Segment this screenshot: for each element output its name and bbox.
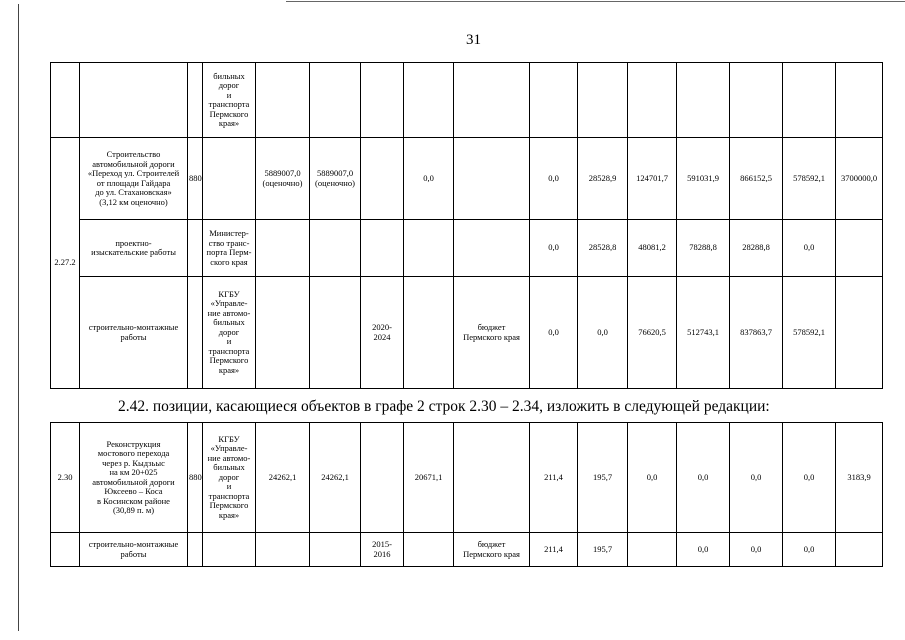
cell-period xyxy=(361,220,404,277)
cell-org xyxy=(203,533,256,567)
cell-y7 xyxy=(836,533,883,567)
cell-y7 xyxy=(836,63,883,138)
cell-code: 2.30 xyxy=(51,423,80,533)
cell-cost2: 24262,1 xyxy=(310,423,361,533)
cell-y5: 0,0 xyxy=(730,423,783,533)
cell-y1: 211,4 xyxy=(530,533,578,567)
cell-y2: 28528,9 xyxy=(578,138,628,220)
table-row xyxy=(51,423,883,533)
cell-org: КГБУ «Управле- ние автомо- бильных дорог и транспорта Пермского края» xyxy=(203,277,256,389)
cell-period xyxy=(361,63,404,138)
cell-y4: 0,0 xyxy=(677,423,730,533)
cell-y1: 0,0 xyxy=(530,220,578,277)
cell-prev xyxy=(404,533,454,567)
cell-y5: 866152,5 xyxy=(730,138,783,220)
cell-y4: 0,0 xyxy=(677,533,730,567)
cell-y7: 3183,9 xyxy=(836,423,883,533)
cell-code: 2.27.2 xyxy=(51,138,80,389)
cell-y3: 76620,5 xyxy=(628,277,677,389)
cell-y7 xyxy=(836,277,883,389)
cell-cost2 xyxy=(310,533,361,567)
table-row xyxy=(51,220,883,277)
cell-name: строительно-монтажные работы xyxy=(80,277,188,389)
cell-y4: 591031,9 xyxy=(677,138,730,220)
cell-prev xyxy=(404,63,454,138)
cell-prev: 20671,1 xyxy=(404,423,454,533)
cell-prev xyxy=(404,220,454,277)
cell-cost1 xyxy=(256,220,310,277)
cell-y3 xyxy=(628,63,677,138)
cell-y6 xyxy=(783,63,836,138)
cell-unit xyxy=(188,63,203,138)
page-number: 31 xyxy=(466,32,481,48)
cell-y1: 211,4 xyxy=(530,423,578,533)
cell-unit xyxy=(188,277,203,389)
cell-prev xyxy=(404,277,454,389)
cell-org: бильных дорог и транспорта Пермского края» xyxy=(203,63,256,138)
cell-cost2 xyxy=(310,220,361,277)
cell-cost1 xyxy=(256,277,310,389)
cell-y2 xyxy=(578,63,628,138)
cell-y3: 0,0 xyxy=(628,423,677,533)
cell-cost1 xyxy=(256,63,310,138)
cell-source: бюджет Пермского края xyxy=(454,533,530,567)
cell-source xyxy=(454,423,530,533)
cell-y2: 28528,8 xyxy=(578,220,628,277)
cell-y7 xyxy=(836,220,883,277)
cell-period: 2015- 2016 xyxy=(361,533,404,567)
table-row xyxy=(51,138,883,220)
cell-cost1 xyxy=(256,533,310,567)
cell-org: КГБУ «Управле- ние автомо- бильных дорог и транспорта Пермского края» xyxy=(203,423,256,533)
cell-y4: 512743,1 xyxy=(677,277,730,389)
cell-code xyxy=(51,63,80,138)
cell-period: 2020- 2024 xyxy=(361,277,404,389)
cell-name: проектно- изыскательские работы xyxy=(80,220,188,277)
table-row xyxy=(51,63,883,138)
cell-org: Министер- ство транс- порта Перм- ского края xyxy=(203,220,256,277)
cell-y5: 0,0 xyxy=(730,533,783,567)
program-table-upper xyxy=(50,62,883,389)
cell-source xyxy=(454,220,530,277)
cell-y6: 578592,1 xyxy=(783,277,836,389)
cell-y6: 0,0 xyxy=(783,220,836,277)
cell-name: строительно-монтажные работы xyxy=(80,533,188,567)
cell-prev: 0,0 xyxy=(404,138,454,220)
cell-y1: 0,0 xyxy=(530,138,578,220)
cell-source xyxy=(454,63,530,138)
cell-org xyxy=(203,138,256,220)
cell-y2: 195,7 xyxy=(578,423,628,533)
cell-y7: 3700000,0 xyxy=(836,138,883,220)
cell-cost2 xyxy=(310,277,361,389)
program-table-lower xyxy=(50,422,883,567)
cell-y3: 48081,2 xyxy=(628,220,677,277)
cell-name xyxy=(80,63,188,138)
cell-cost1: 24262,1 xyxy=(256,423,310,533)
cell-source: бюджет Пермского края xyxy=(454,277,530,389)
cell-y4: 78288,8 xyxy=(677,220,730,277)
cell-y2: 0,0 xyxy=(578,277,628,389)
table-row xyxy=(51,277,883,389)
top-rule xyxy=(286,1,905,2)
cell-y6: 0,0 xyxy=(783,533,836,567)
cell-name: Строительство автомобильной дороги «Переход ул. Строителей от площади Гайдара до ул. Стахановская» (3,12 км оценочно) xyxy=(80,138,188,220)
cell-name: Реконструкция мостового перехода через р. Кыдзьыс на км 20+025 автомобильной дороги Юксеево – Коса в Косинском районе (30,89 п. м) xyxy=(80,423,188,533)
cell-unit: 880 xyxy=(188,423,203,533)
cell-cost1: 5889007,0 (оценочно) xyxy=(256,138,310,220)
cell-period xyxy=(361,138,404,220)
cell-y1 xyxy=(530,63,578,138)
left-rule xyxy=(18,4,19,631)
cell-code xyxy=(51,533,80,567)
cell-y6: 578592,1 xyxy=(783,138,836,220)
cell-period xyxy=(361,423,404,533)
cell-y5: 28288,8 xyxy=(730,220,783,277)
cell-y5 xyxy=(730,63,783,138)
amendment-note: 2.42. позиции, касающиеся объектов в графе 2 строк 2.30 – 2.34, изложить в следующей редакции: xyxy=(118,398,770,415)
cell-y3 xyxy=(628,533,677,567)
cell-cost2: 5889007,0 (оценочно) xyxy=(310,138,361,220)
cell-y5: 837863,7 xyxy=(730,277,783,389)
cell-y6: 0,0 xyxy=(783,423,836,533)
cell-unit xyxy=(188,220,203,277)
table-row xyxy=(51,533,883,567)
cell-y2: 195,7 xyxy=(578,533,628,567)
cell-unit: 880 xyxy=(188,138,203,220)
cell-unit xyxy=(188,533,203,567)
cell-cost2 xyxy=(310,63,361,138)
cell-source xyxy=(454,138,530,220)
cell-y3: 124701,7 xyxy=(628,138,677,220)
cell-y1: 0,0 xyxy=(530,277,578,389)
cell-y4 xyxy=(677,63,730,138)
